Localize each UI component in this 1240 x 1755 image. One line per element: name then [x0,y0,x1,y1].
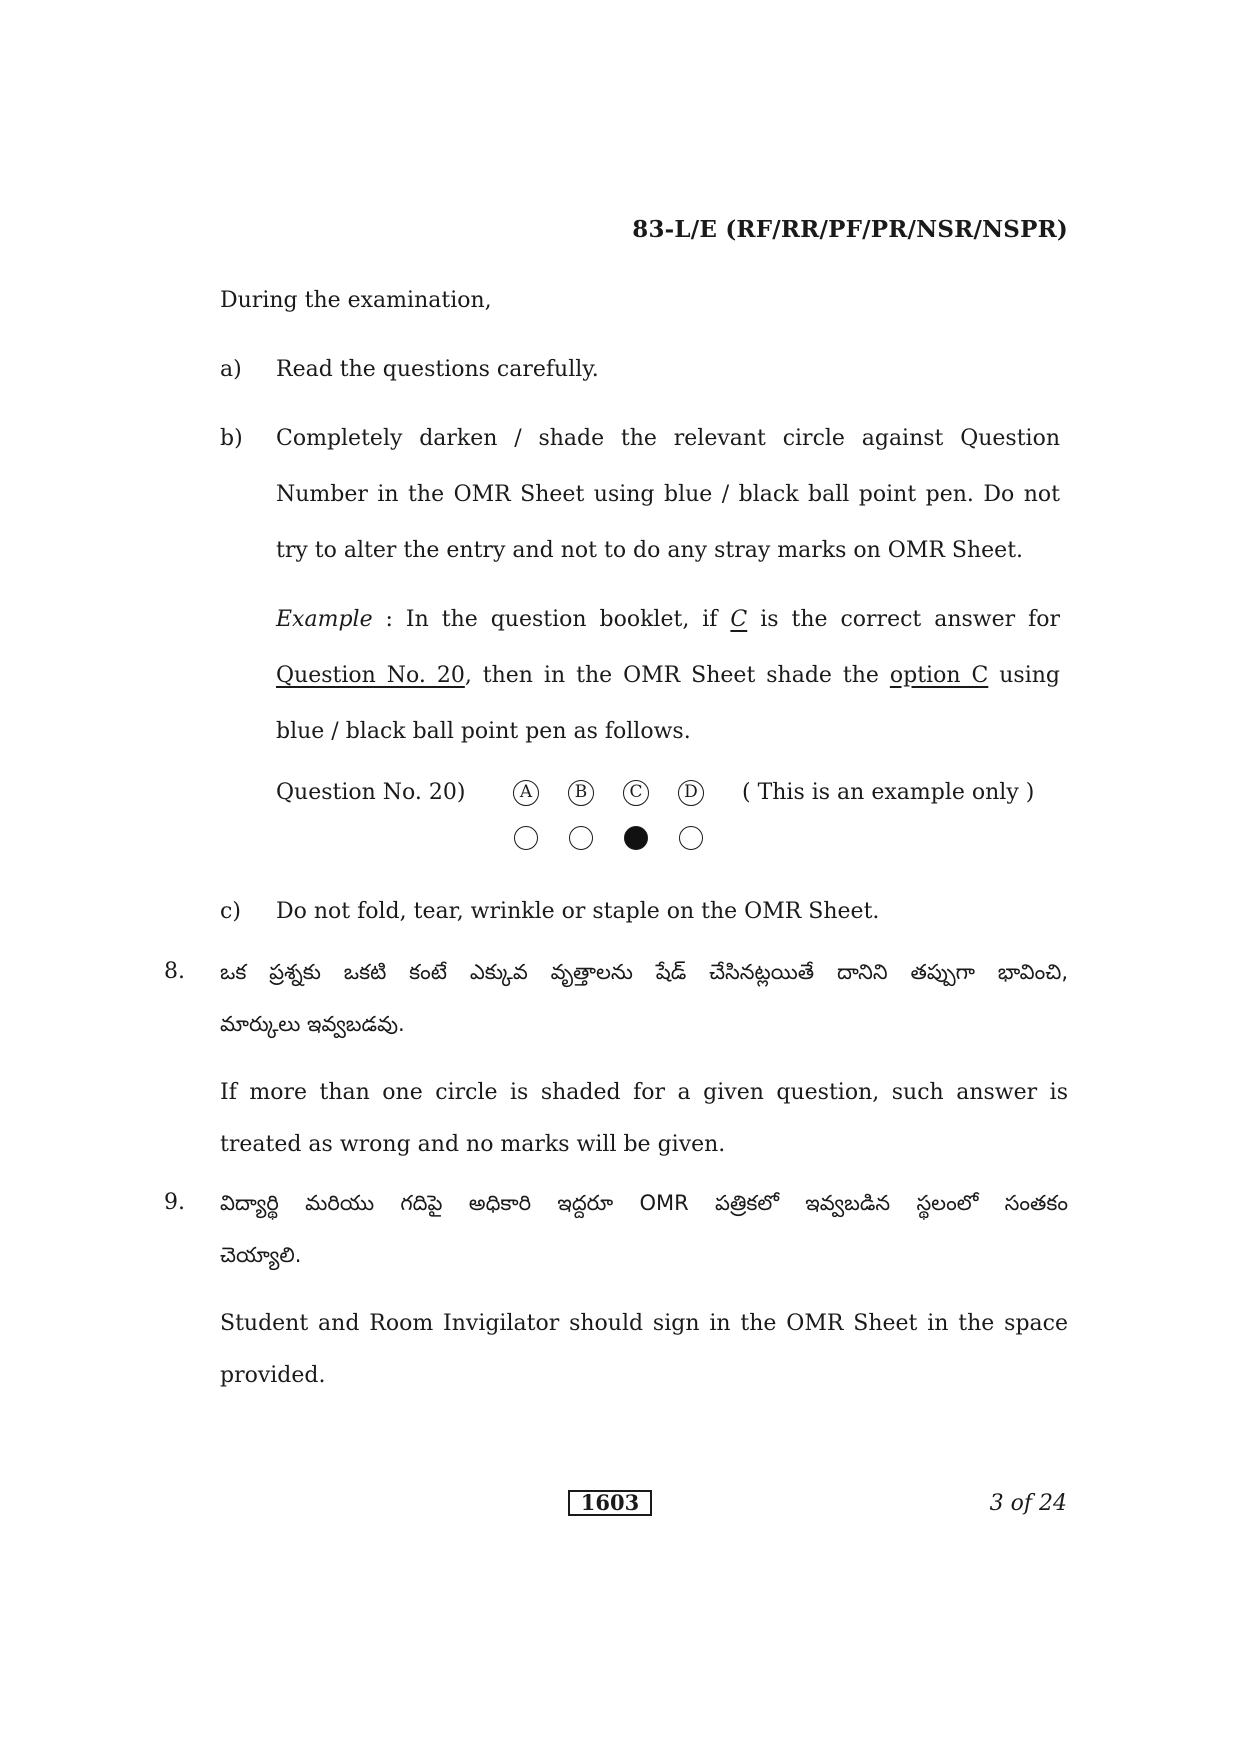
example-mid: , then in the OMR Sheet shade the [464,663,890,688]
q8-english-line1: If more than one circle is shaded for a given question, such answer is [220,1080,1068,1105]
item-b-line1: Completely darken / shade the relevant circle against Question [276,426,1060,451]
q8-number: 8. [164,959,185,984]
demo-note: ( This is an example only ) [742,780,1035,805]
example-line3: blue / black ball point pen as follows. [276,719,691,744]
paper-code-header: 83-L/E (RF/RR/PF/PR/NSR/NSPR) [632,216,1068,243]
page-number: 3 of 24 [989,1491,1067,1516]
example-after-answer: is the correct answer for [747,607,1061,632]
booklet-code-box: 1603 [568,1490,652,1516]
demo-question-label: Question No. 20) [276,780,466,805]
demo-bubble-d [679,826,703,850]
demo-bubble-a [514,826,538,850]
q9-english-line2: provided. [220,1363,326,1388]
demo-option-letter-b: B [568,780,594,806]
item-b-marker: b) [220,426,243,451]
item-b-line2: Number in the OMR Sheet using blue / black ball point pen. Do not [276,482,1060,507]
q8-english-line2: treated as wrong and no marks will be given. [220,1132,726,1157]
q9-telugu-line2: చెయ్యాలి. [220,1243,302,1267]
q8-telugu-line1: ఒక ప్రశ్నకు ఒకటి కంటే ఎక్కువ వృత్తాలను షేడ్ చేసినట్లయితే దానిని తప్పుగా భావించి, [220,960,1068,984]
example-option: option C [889,663,989,688]
example-sep: : In the question booklet, if [372,607,731,632]
item-a-marker: a) [220,357,242,382]
demo-bubble-b [569,826,593,850]
q8-telugu-line2: మార్కులు ఇవ్వబడవు. [220,1012,405,1036]
item-b-line3: try to alter the entry and not to do any stray marks on OMR Sheet. [276,538,1024,563]
demo-option-letter-d: D [678,780,704,806]
example-label: Example [276,607,373,632]
q9-number: 9. [164,1190,185,1215]
q9-english-line1: Student and Room Invigilator should sign in the OMR Sheet in the space [220,1311,1068,1336]
q9-telugu-line1: విద్యార్థి మరియు గదిపై అధికారి ఇద్దరూ OMR పత్రికలో ఇవ్వబడిన స్థలంలో సంతకం [220,1191,1068,1215]
item-c-text: Do not fold, tear, wrinkle or staple on the OMR Sheet. [276,899,880,924]
example-end: using [988,663,1061,688]
example-line1 [276,605,1060,635]
intro-text: During the examination, [220,288,492,313]
demo-option-letter-a: A [513,780,539,806]
example-line2 [276,661,1060,691]
item-c-marker: c) [220,899,241,924]
item-a-text: Read the questions carefully. [276,357,599,382]
example-question-ref: Question No. 20 [276,663,465,688]
example-answer: C [730,607,748,632]
demo-bubble-c [624,826,648,850]
demo-option-letter-c: C [623,780,649,806]
